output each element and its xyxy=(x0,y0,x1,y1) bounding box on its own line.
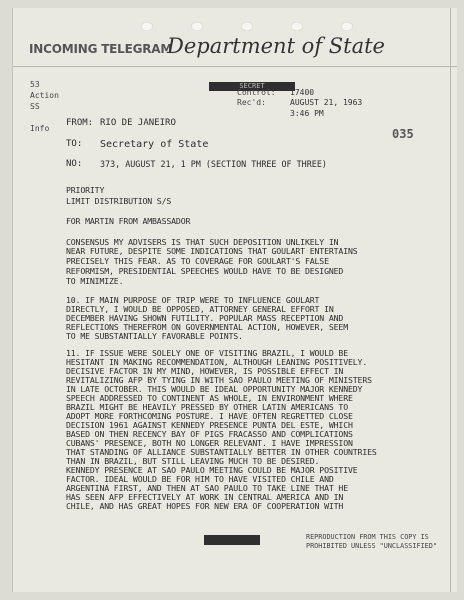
margin-action: Action xyxy=(30,91,59,100)
body-line: TO ME SUBSTANTIALLY FAVORABLE POINTS. xyxy=(66,331,243,341)
punch-hole xyxy=(341,22,353,31)
body-line: TO MINIMIZE. xyxy=(66,276,124,286)
margin-number: 53 xyxy=(30,80,40,89)
body-line: PRIORITY xyxy=(66,185,105,195)
margin-info: Info xyxy=(30,124,50,133)
right-rule xyxy=(450,8,451,592)
from-value: RIO DE JANEIRO xyxy=(100,118,176,128)
body-line: CONSENSUS MY ADVISERS IS THAT SUCH DEPOSITION UNLIKELY IN xyxy=(66,237,339,247)
body-line: LIMIT DISTRIBUTION S/S xyxy=(66,196,172,206)
punch-hole xyxy=(191,22,203,31)
body-line: DECISION 1961 AGAINST KENNEDY PRESENCE PUNTA DEL ESTE, WHICH xyxy=(66,420,353,430)
body-line: ARGENTINA FIRST, AND THEN AT SAO PAULO TO TAKE LINE THAT HE xyxy=(66,483,348,493)
body-line: CHILE, AND HAS GREAT HOPES FOR NEW ERA OF COOPERATION WITH xyxy=(66,501,344,511)
classification-band: SECRET xyxy=(209,82,295,91)
body-line: DECISIVE FACTOR IN MY MIND, HOWEVER, IS POSSIBLE EFFECT IN xyxy=(66,366,344,376)
body-line: DIRECTLY, I WOULD BE OPPOSED, ATTORNEY GENERAL EFFORT IN xyxy=(66,304,334,314)
punch-hole xyxy=(141,22,153,31)
body-line: THAN IN BRAZIL, BUT STILL LEAVING MUCH TO BE DESIRED. xyxy=(66,456,320,466)
page-stamp-number: 035 xyxy=(392,127,414,141)
incoming-telegram-header: INCOMING TELEGRAM xyxy=(29,42,173,56)
body-line: SPEECH ADDRESSED TO CONTINENT AS WHOLE, IN ENVIRONMENT WHERE xyxy=(66,393,353,403)
body-line: NEAR FUTURE, DESPITE SOME INDICATIONS THAT GOULART ENTERTAINS xyxy=(66,246,358,256)
body-line: HAS SEEN AFP EFFECTIVELY AT WORK IN CENTRAL AMERICA AND IN xyxy=(66,492,344,502)
body-line: CUBANS' PRESENCE, BOTH NO LONGER RELEVANT. I HAVE IMPRESSION xyxy=(66,438,353,448)
from-label: FROM: xyxy=(66,118,94,128)
top-rule xyxy=(13,66,457,67)
body-line: 10. IF MAIN PURPOSE OF TRIP WERE TO INFLUENCE GOULART xyxy=(66,295,320,305)
body-line: HESITANT IN MAKING RECOMMENDATION, ALTHOUGH LEANING POSITIVELY. xyxy=(66,357,368,367)
body-line: BRAZIL MIGHT BE HEAVILY PRESSED BY OTHER LATIN AMERICANS TO xyxy=(66,402,348,412)
department-of-state-header: Department of State xyxy=(167,34,385,58)
control-value: 17400 xyxy=(290,88,315,97)
body-line: IN LATE OCTOBER. THIS WOULD BE IDEAL OPPORTUNITY MAJOR KENNEDY xyxy=(66,384,363,394)
no-value: 373, AUGUST 21, 1 PM (SECTION THREE OF THREE) xyxy=(100,159,327,169)
body-line: THAT STANDING OF ALLIANCE SUBSTANTIALLY BETTER IN OTHER COUNTRIES xyxy=(66,447,377,457)
no-label: NO: xyxy=(66,159,83,169)
body-line: KENNEDY PRESENCE AT SAO PAULO MEETING COULD BE MAJOR POSITIVE xyxy=(66,465,358,475)
recd-label: Rec'd: xyxy=(237,98,266,107)
body-line: PRECISELY THIS FEAR. AS TO COVERAGE FOR GOULART'S FALSE xyxy=(66,256,329,266)
body-line: REFORMISM, PRESIDENTIAL SPEECHES WOULD HAVE TO BE DESIGNED xyxy=(66,266,344,276)
reproduction-notice-line1: REPRODUCTION FROM THIS COPY IS xyxy=(306,533,429,541)
margin-ss: SS xyxy=(30,102,40,111)
to-label: TO: xyxy=(66,139,83,149)
body-line: FACTOR. IDEAL WOULD BE FOR HIM TO HAVE VISITED CHILE AND xyxy=(66,474,334,484)
reproduction-notice-line2: PROHIBITED UNLESS "UNCLASSIFIED" xyxy=(306,542,437,550)
body-line: REFLECTIONS THEREFROM ON GOVERNMENTAL ACTION, HOWEVER, SEEM xyxy=(66,322,348,332)
body-line: 11. IF ISSUE WERE SOLELY ONE OF VISITING BRAZIL, I WOULD BE xyxy=(66,348,348,358)
body-line: BASED ON THEN RECENCY BAY OF PIGS FRACASSO AND COMPLICATIONS xyxy=(66,429,353,439)
recd-value: AUGUST 21, 1963 xyxy=(290,98,363,107)
punch-hole xyxy=(291,22,303,31)
control-label: Control: xyxy=(237,88,276,97)
body-line: REVITALIZING AFP BY TYING IN WITH SAO PAULO MEETING OF MINISTERS xyxy=(66,375,372,385)
classification-band-bottom xyxy=(204,535,260,545)
to-value: Secretary of State xyxy=(100,139,209,150)
body-line: FOR MARTIN FROM AMBASSADOR xyxy=(66,216,191,226)
punch-hole xyxy=(241,22,253,31)
body-line: ADOPT MORE FORTHCOMING POSTURE. I HAVE OFTEN REGRETTED CLOSE xyxy=(66,411,353,421)
body-line: DECEMBER HAVING SHOWN FUTILITY. POPULAR MASS RECEPTION AND xyxy=(66,313,344,323)
recd-time: 3:46 PM xyxy=(290,109,324,118)
